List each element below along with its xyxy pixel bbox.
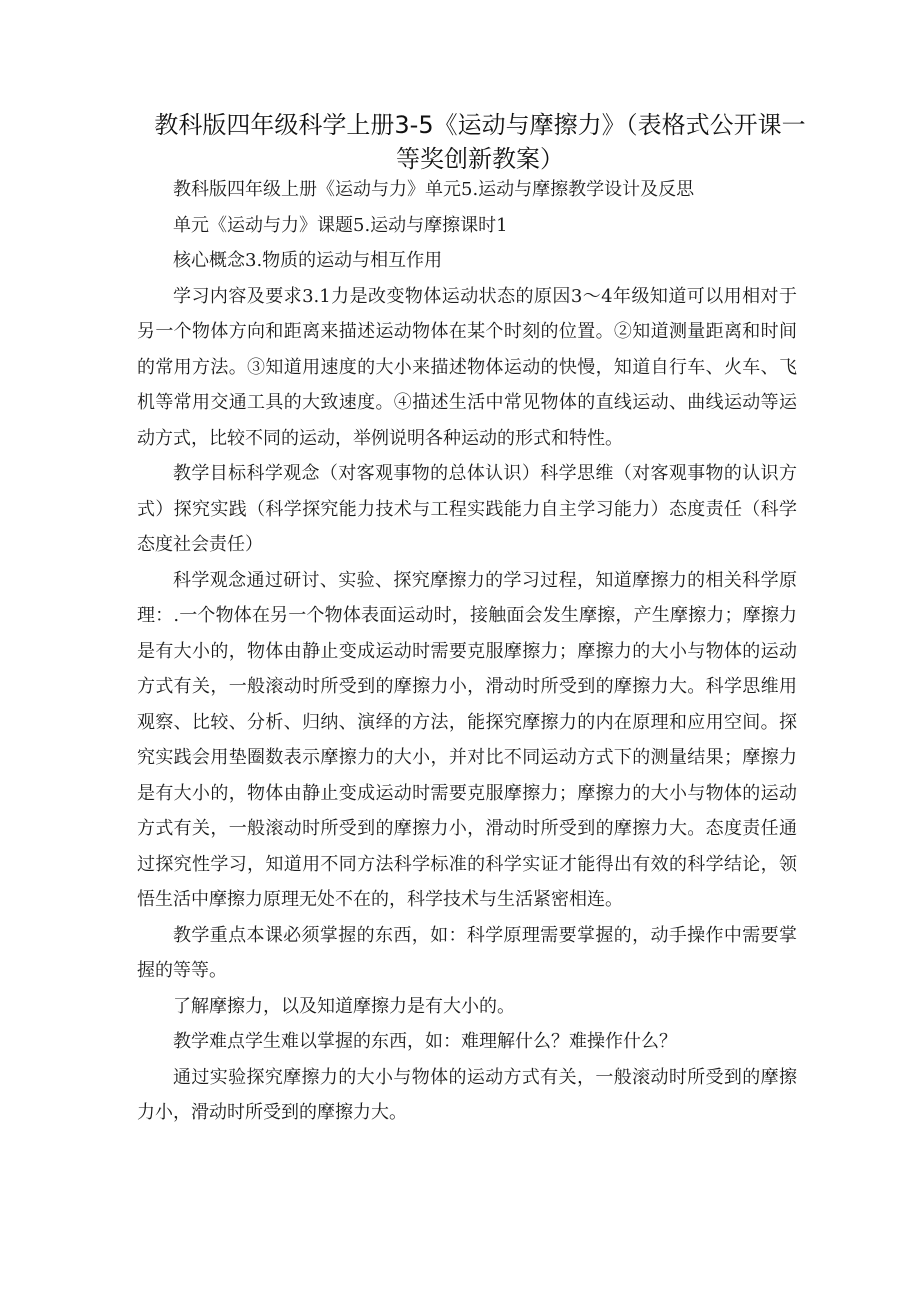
paragraph-teaching-goals: 教学目标科学观念（对客观事物的总体认识）科学思维（对客观事物的认识方式）探究实践（科学探究能力技术与工程实践能力自主学习能力）态度责任（科学态度社会责任） [137,463,797,555]
paragraph-unit-lesson: 单元《运动与力》课题5.运动与摩擦课时1 [173,214,508,236]
paragraph-difficult-points: 教学难点学生难以掌握的东西，如：难理解什么？难操作什么？ [173,1031,677,1052]
paragraph-unit-heading: 教科版四年级上册《运动与力》单元5.运动与摩擦教学设计及反思 [173,179,695,200]
paragraph-science-concepts: 科学观念通过研讨、实验、探究摩擦力的学习过程，知道摩擦力的相关科学原理：.一个物体在另一个物体表面运动时，接触面会发生摩擦，产生摩擦力；摩擦力是有大小的，物体由静止变成运动时需要克服摩擦力；摩擦力的大小与物体的运动方式有关，一般滚动时所受到的摩擦力小，滑动时所受到的摩擦力大。科学思维用观察、比较、分析、归纳、演绎的方法，能探究摩擦力的内在原理和应用空间。探究实践会用垫圈数表示摩擦力的大小，并对比不同运动方式下的测量结果；摩擦力是有大小的，物体由静止变成运动时需要克服摩擦力；摩擦力的大小与物体的运动方式有关，一般滚动时所受到的摩擦力小，滑动时所受到的摩擦力大。态度责任通过探究性学习，知道用不同方法科学标准的科学实证才能得出有效的科学结论，领悟生活中摩擦力原理无处不在的，科学技术与生活紧密相连。 [137,569,797,910]
document-title: 教科版四年级科学上册3-5《运动与摩擦力》（表格式公开课一等奖创新教案） [154,111,806,173]
paragraph-core-concept: 核心概念3.物质的运动与相互作用 [173,250,443,271]
document-body [137,172,797,1131]
paragraph-key-points-detail: 了解摩擦力，以及知道摩擦力是有大小的。 [173,995,515,1017]
paragraph-learning-content: 学习内容及要求3.1力是改变物体运动状态的原因3～4年级知道可以用相对于另一个物体方向和距离来描述运动物体在某个时刻的位置。②知道测量距离和时间的常用方法。③知道用速度的大小来描述物体运动的快慢，知道自行车、火车、飞机等常用交通工具的大致速度。④描述生活中常见物体的直线运动、曲线运动等运动方式，比较不同的运动，举例说明各种运动的形式和特性。 [137,285,797,449]
paragraph-difficult-points-detail: 通过实验探究摩擦力的大小与物体的运动方式有关，一般滚动时所受到的摩擦力小，滑动时所受到的摩擦力大。 [137,1066,797,1123]
paragraph-key-points: 教学重点本课必须掌握的东西，如：科学原理需要掌握的，动手操作中需要掌握的等等。 [137,924,797,981]
